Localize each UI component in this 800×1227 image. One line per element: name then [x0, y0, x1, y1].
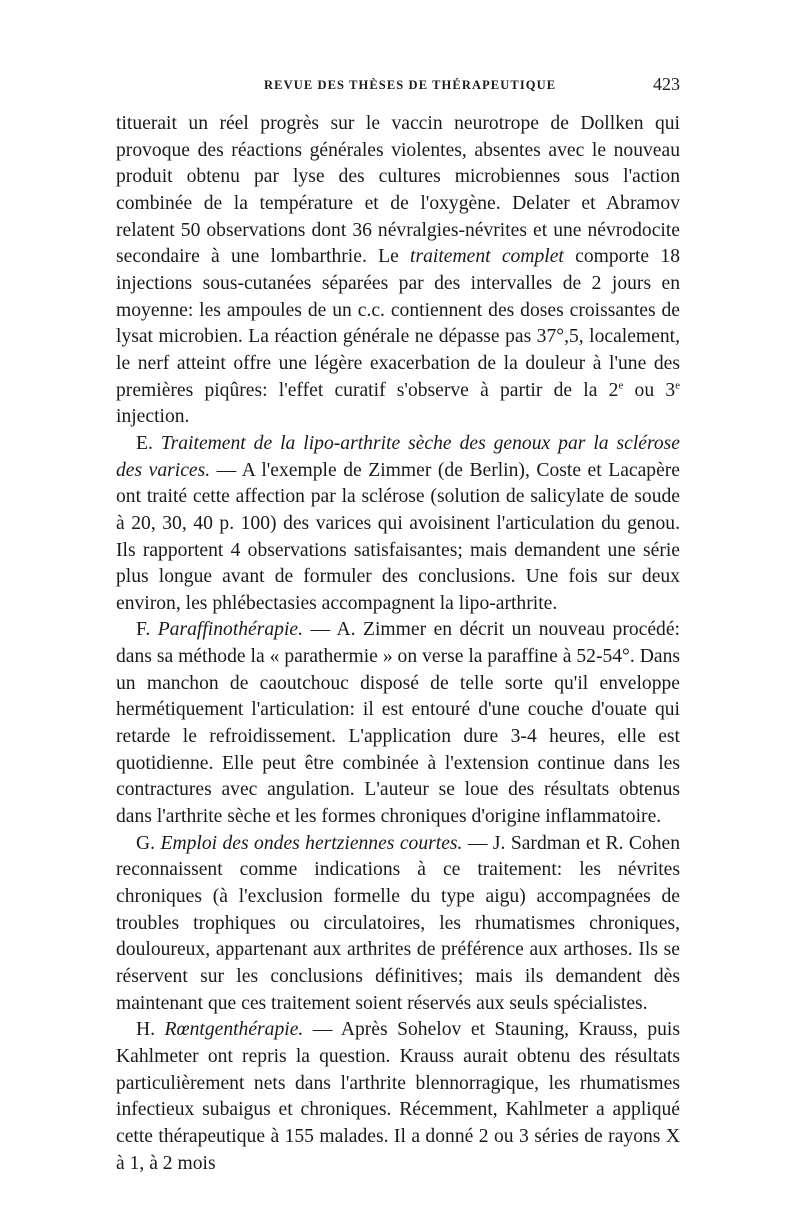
para1-sup1: e: [618, 379, 624, 392]
section-e-title: Traitement de la lipo-arthrite sèche des genoux par la sclérose des varices.: [116, 432, 680, 481]
section-f-title: Paraffinothérapie.: [157, 619, 304, 641]
section-f-letter: F.: [136, 619, 158, 641]
section-h-body: — Après Sohelov et Stauning, Krauss, puis Kahlmeter ont repris la question. Krauss aurait obtenu des résultats particulièrement nets dans l'arthrite blennorragique, les rhumatismes infectieux subaigus et chroniques. Récemment, Kahlmeter a appliqué cette thérapeutique à 155 malades. Il a donné 2 ou 3 séries de rayons X à 1, à 2 mois: [116, 1019, 680, 1174]
running-title: REVUE DES THÈSES DE THÉRAPEUTIQUE: [264, 78, 557, 92]
section-g-letter: G.: [136, 832, 161, 854]
para1-text-b: comporte 18 injections sous-cutanées séparées par des intervalles de 2 jours en moyenne: les ampoules de un c.c. contiennent des doses croissantes de lysat microbien. La réaction générale ne dépasse pas 37°,5, localement, le nerf atteint offre une légère exacerbation de la douleur à l'une des premières piqûres: l'effet curatif s'observe à partir de la 2: [116, 246, 680, 401]
paragraph-continuation: [116, 111, 680, 431]
section-e: [116, 431, 680, 618]
section-h-title: Rœntgenthérapie.: [164, 1019, 304, 1041]
section-e-letter: E.: [136, 432, 161, 454]
para1-text-a: tituerait un réel progrès sur le vaccin neurotrope de Dollken qui provoque des réactions générales violentes, absentes avec le nouveau produit obtenu par lyse des cultures microbiennes sous l'action combinée de la température et de l'oxygène. Delater et Abramov relatent 50 observations dont 36 névralgies-névrites et une névrodocite secondaire à une lombarthrie. Le: [116, 113, 680, 268]
page-header: [116, 74, 680, 98]
section-g-body: — J. Sardman et R. Cohen reconnaissent comme indications à ce traitement: les névrites chroniques (à l'exclusion formelle du type aigu) accompagnées de troubles trophiques ou circulatoires, les rhumatismes chroniques, douloureux, appartenant aux arthrites de préférence aux arthoses. Ils se réservent sur les conclusions définitives; mais ils demandent dès maintenant que ces traitement soient réservés aux seuls spécialistes.: [116, 832, 681, 1014]
para1-text-d: injection.: [116, 406, 190, 428]
section-f-body: — A. Zimmer en décrit un nouveau procédé: dans sa méthode la « parathermie » on verse la paraffine à 52-54°. Dans un manchon de caoutchouc disposé de telle sorte qu'il enveloppe hermétiquement l'articulation: il est entouré d'une couche d'ouate qui retarde le refroidissement. L'application dure 3-4 heures, elle est quotidienne. Elle peut être combinée à l'extension continue dans les contractures avec angulation. L'auteur se loue des résultats obtenus dans l'arthrite sèche et les formes chroniques d'origine inflammatoire.: [116, 619, 680, 828]
body-text: [116, 111, 680, 1177]
para1-sup2: e: [675, 379, 681, 392]
section-e-body: — A l'exemple de Zimmer (de Berlin), Coste et Lacapère ont traité cette affection par la sclérose (solution de salicylate de soude à 20, 30, 40 p. 100) des varices qui avoisinent l'articulation du genou. Ils rapportent 4 observations satisfaisantes; mais demandent une série plus longue avant de formuler des conclusions. Une fois sur deux environ, les phlébectasies accompagnent la lipo-arthrite.: [116, 459, 680, 614]
section-g-title: Emploi des ondes hertziennes courtes.: [160, 832, 463, 854]
section-h: [116, 1017, 680, 1177]
section-g: [116, 831, 680, 1018]
section-h-letter: H.: [136, 1019, 165, 1041]
para1-text-c: ou 3: [623, 379, 676, 401]
page-number: 423: [653, 74, 680, 94]
section-f: [116, 617, 680, 830]
para1-italic: traitement complet: [410, 246, 564, 268]
